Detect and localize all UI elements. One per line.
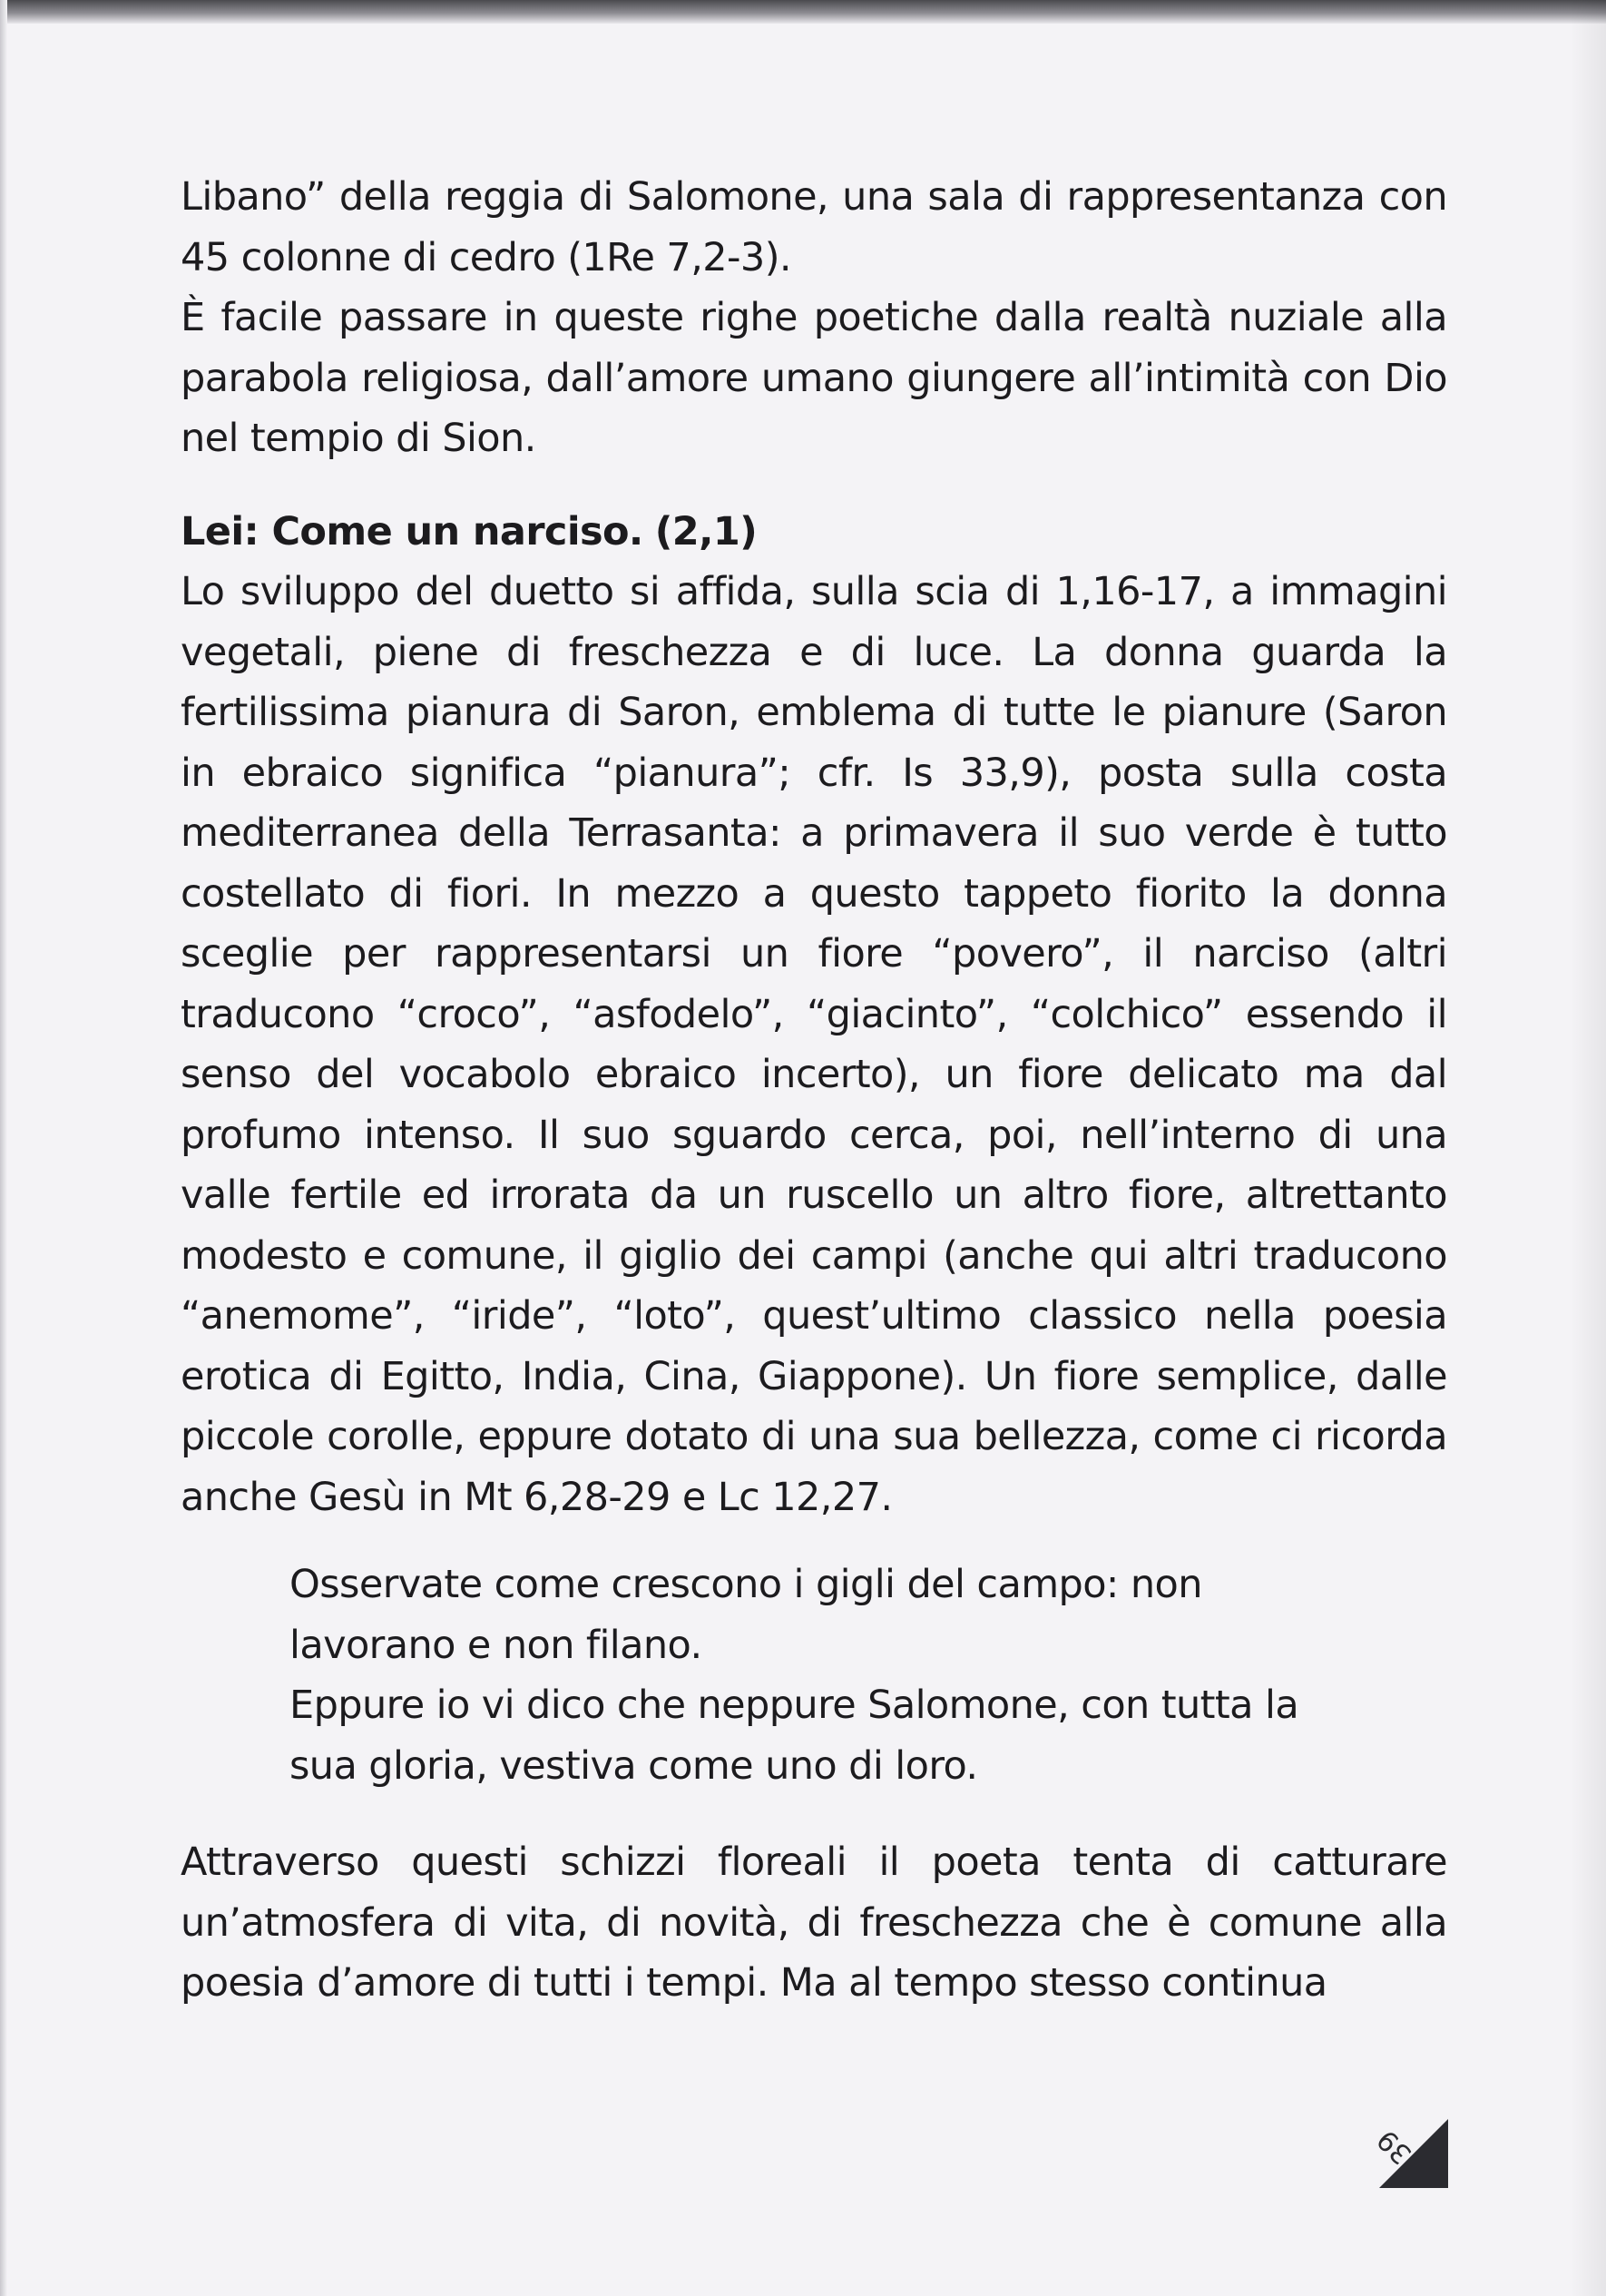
paragraph-schizzi: Attraverso questi schizzi floreali il poeta tenta di catturare un’atmosfera di vita, di novità, di freschezza che è comune alla poesia d’amore di tutti i tempi. Ma al tempo stesso continua [181, 1840, 1447, 2006]
section-heading [181, 502, 1447, 563]
page-number: 39 [1371, 2123, 1418, 2171]
page-left-edge [0, 0, 7, 2296]
page-right-shadow [1570, 0, 1606, 2296]
paragraph-parabola: È facile passare in queste righe poetiche dalla realtà nuziale alla parabola religiosa, dall’amore umano giungere all’intimità con Dio nel tempio di Sion. [181, 295, 1447, 461]
paragraph-narciso: Lo sviluppo del duetto si affida, sulla scia di 1,16-17, a immagini vegetali, piene di freschezza e di luce. La donna guarda la fertilissima pianura di Saron, emblema di tutte le pianure (Saron in ebraico significa “pianura”; cfr. Is 33,9), posta sulla costa mediterranea della Terrasanta: a primavera il suo verde è tutto costellato di fiori. In mezzo a questo tappeto fiorito la donna sceglie per rappresentarsi un fiore “povero”, il narciso (altri traducono “croco”, “asfodelo”, “giacinto”, “colchico” essendo il senso del vocabolo ebraico incerto), un fiore delicato ma dal profumo intenso. Il suo sguardo cerca, poi, nell’interno di una valle fertile ed irrorata da un ruscello un altro fiore, altrettanto modesto e comune, il giglio dei campi (anche qui altri traducono “anemome”, “iride”, “loto”, quest’ultimo classico nella poesia erotica di Egitto, India, Cina, Giappone). Un fiore semplice, dalle piccole corolle, eppure dotato di una sua bellezza, come ci ricorda anche Gesù in Mt 6,28-29 e Lc 12,27. [181, 569, 1447, 1520]
page-top-edge [0, 0, 1606, 24]
page-body [181, 167, 1447, 2014]
section-heading-title: Lei: Come un narciso. [181, 508, 643, 554]
quote-line-2: Eppure io vi dico che neppure Salomone, con tutta la sua gloria, vestiva come uno di loro. [289, 1683, 1299, 1789]
quote-line-1: Osservate come crescono i gigli del campo: non lavorano e non filano. [289, 1562, 1202, 1668]
paragraph-libano: Libano” della reggia di Salomone, una sala di rappresentanza con 45 colonne di cedro (1Re 7,2-3). [181, 174, 1447, 280]
section-heading-reference: (2,1) [654, 508, 758, 554]
gospel-quote [289, 1555, 1342, 1796]
